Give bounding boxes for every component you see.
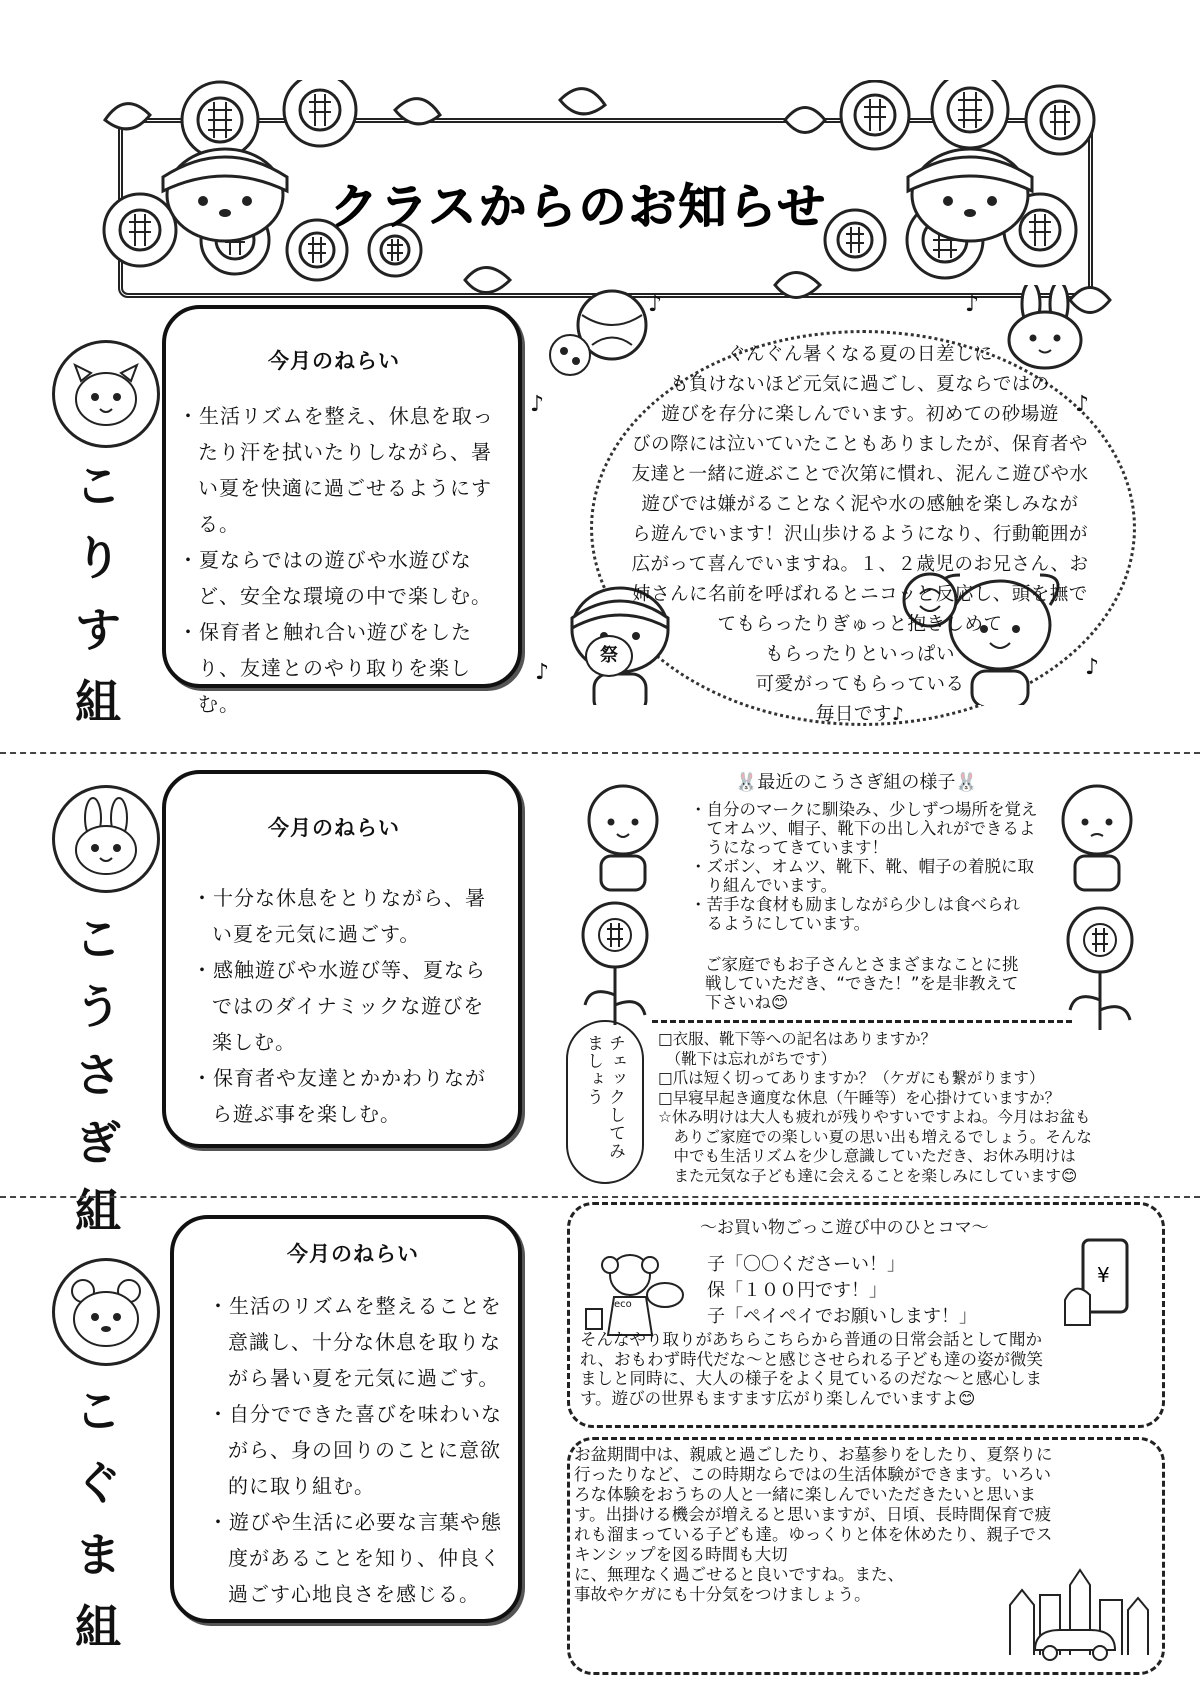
sunflower-icon: [932, 80, 1008, 148]
message-line: 毎日です♪: [815, 704, 905, 725]
sunflower-icon: [825, 210, 885, 270]
festival-badge: 祭: [585, 635, 633, 677]
kaimono-dialog: [707, 1252, 977, 1330]
aim-list-korisu: [178, 398, 498, 722]
message-line: ご家庭でもお子さんとさまざまなことに挑: [705, 955, 1019, 974]
checklist-item: □早寝早起き適度な休息（午睡等）を心掛けていますか？: [658, 1088, 1061, 1107]
bear-face-icon: [52, 1258, 160, 1366]
rabbit-face-icon: [52, 785, 160, 893]
aim-item: ・夏ならではの遊びや水遊びなど、安全な環境の中で楽しむ。: [178, 548, 492, 608]
message-line: ぐんぐん暑くなる夏の日差しに: [726, 344, 993, 365]
message-line: 広がって喜んでいますね。１、２歳児のお兄さん、お: [631, 554, 1089, 575]
checklist-item: □衣服、靴下等への記名はありますか？: [658, 1030, 937, 1048]
message-line: 事故やケガにも十分気をつけましょう。: [574, 1585, 871, 1604]
message-line: 戦していただき、“できた！”を是非教えて: [705, 974, 1019, 993]
message-line: びの際には泣いていたこともありましたが、保育者や: [631, 434, 1088, 455]
child-icon: [589, 786, 657, 890]
sunflower-icon: [104, 194, 176, 266]
message-line: るようにしています。: [690, 914, 871, 933]
message-line: す。出掛ける機会が増えると思いますが、日頃、長時間保育で疲: [574, 1505, 1052, 1524]
leaf-icon: [560, 89, 605, 114]
sunflower-icon: [1026, 86, 1094, 154]
message-line: 友達と一緒に遊ぶことで次第に慣れ、泥んこ遊びや水: [631, 464, 1089, 485]
aim-title: 今月のねらい: [287, 1242, 419, 1266]
leaf-icon: [395, 99, 440, 124]
aim-item: ・遊びや生活に必要な言葉や態度があることを知り、仲良く過ごす心地良さを感じる。: [208, 1510, 502, 1606]
message-line: てもらったりぎゅっと抱きしめて: [717, 614, 1003, 635]
aim-title: 今月のねらい: [268, 349, 400, 373]
music-note-icon: ♪: [1075, 392, 1090, 417]
music-note-icon: ♪: [530, 392, 545, 417]
message-line: 行ったりなど、この時期ならではの生活体験ができます。いろい: [574, 1465, 1052, 1484]
message-line: に、無理なく過ごせると良いですね。また、: [574, 1565, 904, 1584]
checklist-item: （靴下は忘れがちです）: [658, 1049, 837, 1068]
message-line: もらったりといっぱい: [764, 644, 955, 665]
message-line: 可愛がってもらっている: [755, 674, 965, 695]
message-line: 遊びでは嫌がることなく泥や水の感触を楽しみなが: [641, 494, 1079, 515]
aim-item: ・保育者や友達とかかわりながら遊ぶ事を楽しむ。: [192, 1066, 486, 1126]
aim-item: ・自分でできた喜びを味わいながら、身の回りのことに意欲的に取り組む。: [208, 1402, 502, 1498]
kousagi-title: 🐰最近のこうさぎ組の様子🐰: [735, 772, 978, 793]
aim-title: 今月のねらい: [268, 816, 400, 840]
class-name-korisu: こりす組: [75, 459, 121, 729]
message-line: 遊びを存分に楽しんでいます。初めての砂場遊: [661, 404, 1059, 425]
checklist-item: □爪は短く切ってありますか？（ケガにも繋がります）: [658, 1069, 1045, 1087]
aim-item: ・感触遊びや水遊び等、夏ならではのダイナミックな遊びを楽しむ。: [192, 958, 486, 1054]
bear-face-icon: [908, 149, 1032, 241]
message-line: ろな体験をおうちの人と一緒に楽しんでいただきたいと思いま: [574, 1485, 1036, 1504]
message-line: ら遊んでいます！沢山歩けるようになり、行動範囲が: [631, 524, 1088, 545]
aim-list-koguma: [208, 1288, 508, 1612]
message-line: キンシップを図る時間も大切: [574, 1545, 788, 1564]
aim-item: ・生活リズムを整え、休息を取ったり汗を拭いたりしながら、暑い夏を快適に過ごせるようにする。: [178, 404, 494, 536]
leaf-icon: [105, 104, 150, 129]
section-divider: [0, 1196, 1200, 1198]
message-line: てオムツ、帽子、靴下の出し入れができるよ: [690, 819, 1036, 838]
message-line: ましと同時に、大人の様子をよく見ているのだな〜と感心しま: [580, 1369, 1042, 1388]
bear-face-icon: [163, 149, 287, 241]
sunflower-icon: [284, 80, 356, 146]
smartphone-icon: [1065, 1240, 1127, 1325]
message-line: 下さいね😊: [705, 993, 789, 1012]
sunflower-icon: [182, 82, 258, 158]
dialog-line: 子「ペイペイでお願いします！」: [707, 1306, 977, 1327]
checklist-item: ☆休み明けは大人も疲れが残りやすいですよね。今月はお盆も: [658, 1108, 1091, 1126]
message-line: ・ズボン、オムツ、靴下、靴、帽子の着脱に取: [690, 857, 1035, 876]
class-name-kousagi: こうさぎ組: [75, 912, 121, 1238]
checklist-divider: [652, 1020, 1072, 1023]
checklist-items: [658, 1030, 1158, 1186]
town-car-icon: [1000, 1555, 1150, 1665]
kousagi-message: [690, 800, 1085, 933]
music-note-icon: ♪: [648, 292, 663, 317]
ball-icon: [550, 335, 590, 375]
eco-bag-label: eco: [614, 1299, 632, 1310]
message-line: れ、おもわず時代だな〜と感じさせられる子ども達の姿が微笑: [580, 1349, 1043, 1369]
sunflower-icon: [841, 81, 909, 149]
svg-text:¥: ¥: [1097, 1263, 1110, 1287]
message-line: お盆期間中は、親戚と過ごしたり、お墓参りをしたり、夏祭りに: [574, 1445, 1053, 1464]
message-line: そんなやり取りがあちらこちらから普通の日常会話として聞か: [580, 1330, 1042, 1349]
sunflower-icon: [583, 903, 647, 1025]
checklist-label: チェックしてみましょう: [583, 1034, 625, 1160]
music-note-icon: ♪: [1085, 655, 1100, 680]
kaimono-body: [580, 1330, 1155, 1408]
aim-item: ・保育者と触れ合い遊びをしたり、友達とのやり取りを楽しむ。: [178, 620, 472, 716]
message-line: れも溜まっている子ども達。ゆっくりと体を休めたり、親子でス: [574, 1525, 1053, 1544]
korisu-message-text: [600, 340, 1120, 730]
checklist-item: 中でも生活リズムを少し意識していただき、お休み明けは: [658, 1147, 1076, 1165]
message-line: り組んでいます。: [690, 876, 838, 895]
message-line: ・自分のマークに馴染み、少しずつ場所を覚え: [690, 800, 1038, 819]
page-title: クラスからのお知らせ: [330, 179, 828, 235]
checklist-item: また元気な子ども達に会えることを楽しみにしています😊: [658, 1166, 1078, 1185]
message-line: ・苦手な食材も励ましながら少しは食べられ: [690, 895, 1020, 914]
kousagi-closing: [705, 955, 1085, 1012]
aim-item: ・生活のリズムを整えることを意識し、十分な休息を取りながら暑い夏を元気に過ごす。: [208, 1294, 502, 1390]
aim-item: ・十分な休息をとりながら、暑い夏を元気に過ごす。: [192, 886, 486, 946]
message-line: 姉さんに名前を呼ばれるとニコッと反応し、頭を撫で: [632, 584, 1088, 605]
squirrel-face-icon: [52, 340, 160, 448]
message-line: うになってきています！: [690, 838, 888, 857]
aim-list-kousagi: [192, 880, 492, 1132]
leaf-icon: [785, 108, 825, 133]
music-note-icon: ♪: [535, 660, 550, 685]
section-divider: [0, 752, 1200, 754]
dialog-line: 保「１００円です！」: [707, 1280, 887, 1301]
leaf-icon: [465, 268, 510, 293]
class-name-koguma: こぐま組: [75, 1384, 121, 1654]
music-note-icon: ♪: [965, 292, 980, 317]
message-line: も負けないほど元気に過ごし、夏ならではの: [670, 374, 1050, 395]
checklist-item: ありご家庭での楽しい夏の思い出も増えるでしょう。そんな: [658, 1127, 1092, 1146]
message-line: す。遊びの世界もますます広がり楽しんでいますよ😊: [580, 1388, 976, 1408]
kaimono-title: 〜お買い物ごっこ遊び中のひとコマ〜: [700, 1218, 989, 1238]
dialog-line: 子「〇〇くださーい！」: [707, 1254, 905, 1275]
